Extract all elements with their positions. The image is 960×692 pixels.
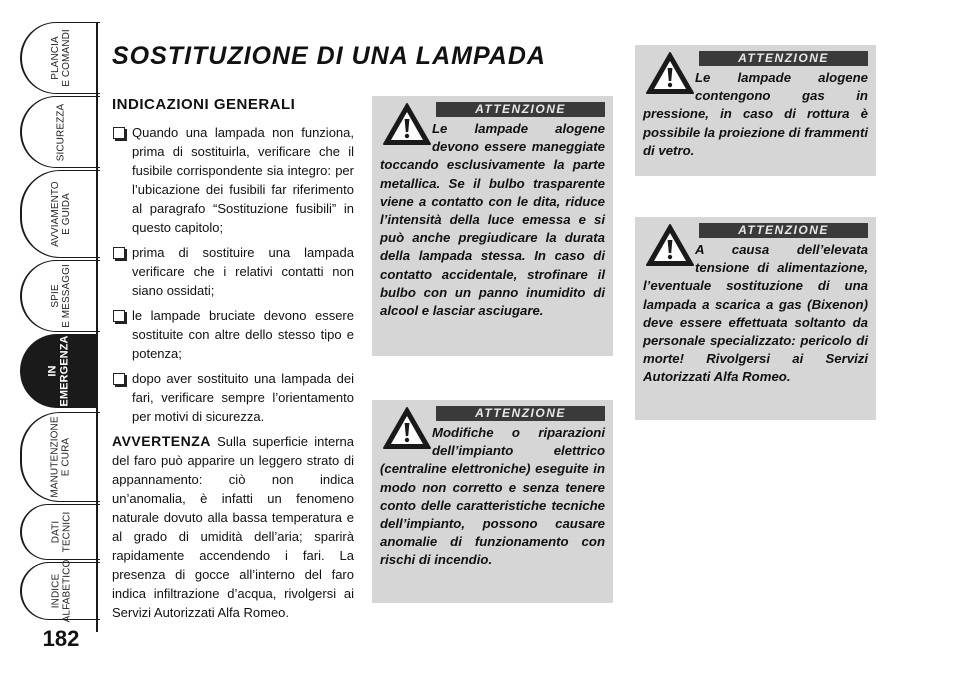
tab-indice-alfabetico[interactable]: [20, 559, 100, 623]
tab-label: AVVIAMENTO E GUIDA: [50, 181, 72, 247]
tab-label: INDICE ALFABETICO: [50, 559, 72, 623]
warning-text: Le lampade alogene contengono gas in pressione, in caso di rottura è possibile la proiezione di frammenti di vetro.: [643, 70, 868, 158]
bullet-list: [112, 123, 354, 426]
warning-text: A causa dell’elevata tensione di alimentazione, l’eventuale sostituzione di una lampada a scarica a gas (Bixenon) deve essere effettuata soltanto da personale specializzato: pericolo di morte! Rivolgersi ai Servizi Autorizzati Alfa Romeo.: [643, 242, 868, 385]
page-number: 182: [42, 626, 80, 651]
warning-triangle-icon: [382, 406, 432, 450]
warning-header: ATTENZIONE: [699, 51, 868, 66]
tab-label: MANUTENZIONE E CURA: [50, 416, 73, 498]
warning-triangle-icon: [645, 223, 695, 267]
general-instructions: [112, 96, 354, 622]
note-label: AVVERTENZA: [112, 433, 211, 449]
tab-label: IN EMERGENZA: [47, 335, 71, 407]
tab-sicurezza[interactable]: [20, 96, 100, 168]
checkbox-bullet-icon: [113, 310, 125, 322]
warning-text: Modifiche o riparazioni dell’impianto elettrico (centraline elettroniche) eseguite in modo non corretto e senza tenere conto delle caratteristiche tecniche dell’impianto, possono causare anomalie di funzionamento con rischi di incendio.: [380, 425, 605, 568]
tab-spie-e-messaggi[interactable]: [20, 260, 100, 332]
section-title: INDICAZIONI GENERALI: [112, 96, 296, 113]
list-item: prima di sostituire una lampada verificare che i relativi contatti non siano ossidati;: [112, 243, 354, 300]
tab-manutenzione-e-cura[interactable]: [20, 412, 100, 502]
warning-triangle-icon: [645, 51, 695, 95]
tab-label: SICUREZZA: [55, 103, 67, 161]
tab-in-emergenza[interactable]: [20, 334, 98, 408]
checkbox-bullet-icon: [113, 127, 125, 139]
checkbox-bullet-icon: [113, 247, 125, 259]
warning-box-halogen-handling: [372, 96, 613, 356]
tab-avviamento-e-guida[interactable]: [20, 170, 100, 258]
note-text: Sulla superficie interna del faro può apparire un leggero strato di appannamento: ciò non indica un’anomalia, è infatti un fenomeno naturale dovuto alla bassa temperatura e al grado di umidità dell’aria; sparirà rapidamente accendendo i fari. La presenza di gocce all’interno del faro indica infiltrazione d’acqua, rivolgersi ai Servizi Autorizzati Alfa Romeo.: [112, 434, 354, 620]
tab-label: PLANCIA E COMANDI: [49, 29, 72, 87]
warning-header: ATTENZIONE: [436, 102, 605, 117]
list-item: Quando una lampada non funziona, prima di sostituirla, verificare che il fusibile corrispondente sia integro: per l’ubicazione dei fusibili far riferimento al paragrafo “Sostituzione fusibili” in questo capitolo;: [112, 123, 354, 237]
list-item: le lampade bruciate devono essere sostituite con altre dello stesso tipo e potenza;: [112, 306, 354, 363]
warning-box-electrical-modifications: [372, 400, 613, 603]
warning-triangle-icon: [382, 102, 432, 146]
warning-note: [112, 432, 354, 622]
tab-label: SPIE E MESSAGGI: [49, 264, 72, 328]
warning-header: ATTENZIONE: [699, 223, 868, 238]
warning-header: ATTENZIONE: [436, 406, 605, 421]
checkbox-bullet-icon: [113, 373, 125, 385]
warning-box-bixenon-high-voltage: [635, 217, 876, 420]
page-title: SOSTITUZIONE DI UNA LAMPADA: [112, 42, 546, 70]
list-item: dopo aver sostituito una lampada dei fari, verificare sempre l’orientamento per motivi di sicurezza.: [112, 369, 354, 426]
tab-label: DATI TECNICI: [49, 511, 72, 553]
warning-box-halogen-pressure: [635, 45, 876, 176]
tab-dati-tecnici[interactable]: [20, 504, 100, 560]
warning-text: Le lampade alogene devono essere maneggiate toccando esclusivamente la parte metallica. Se il bulbo trasparente viene a contatto con le dita, riduce l’intensità della luce emessa e si può anche pregiudicare la durata della lampada stessa. In caso di contatto accidentale, strofinare il bulbo con un panno inumidito di alcool e lasciar asciugare.: [380, 121, 605, 319]
tab-plancia-e-comandi[interactable]: [20, 22, 100, 94]
